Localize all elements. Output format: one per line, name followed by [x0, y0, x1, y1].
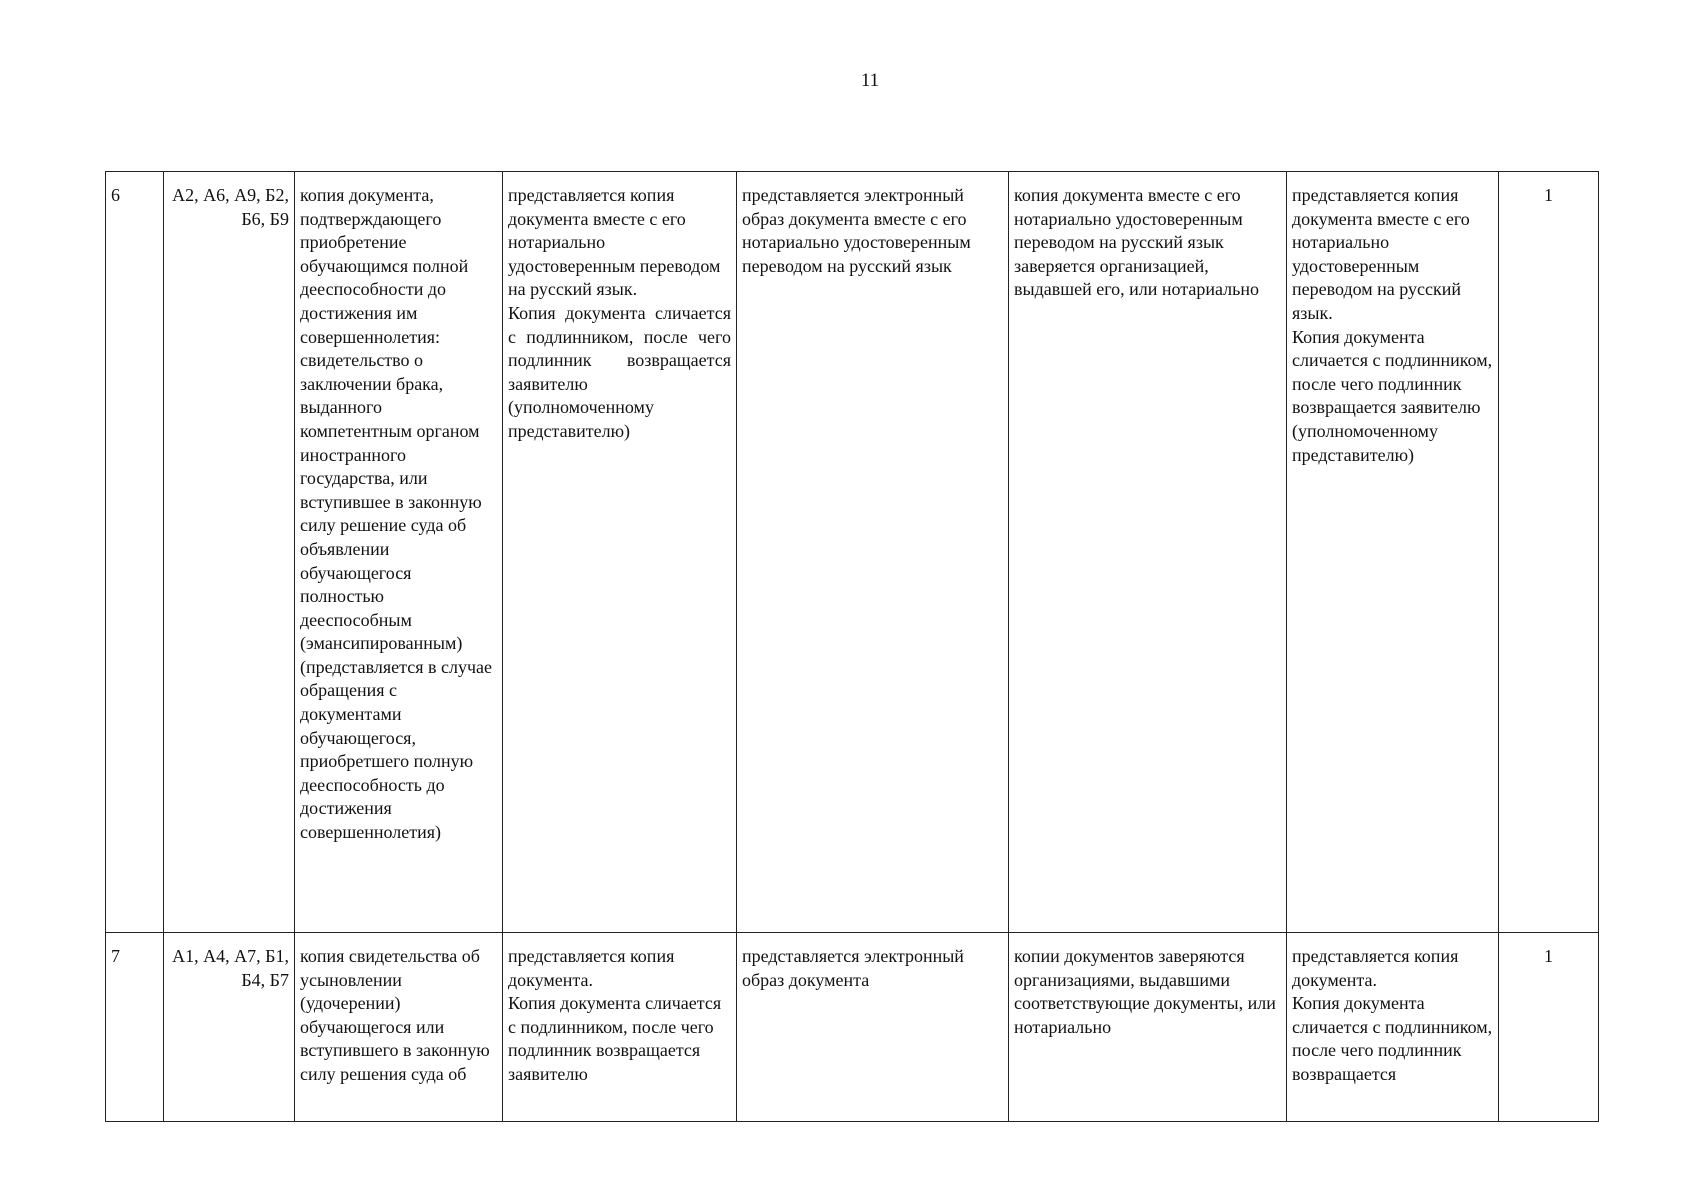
in-person-requirement-text: представляется копия документа вместе с его нотариально удостоверенным переводом на русский язык. [508, 185, 721, 300]
row-number: 6 [106, 172, 164, 933]
copies-count: 1 [1499, 933, 1599, 1122]
electronic-requirements: представляется электронный образ документа вместе с его нотариально удостоверенным переводом на русский язык [737, 172, 1009, 933]
applicant-codes: А1, А4, А7, Б1, Б4, Б7 [164, 933, 295, 1122]
in-person-return-note: Копия документа сличается с подлинником, после чего подлинник возвращается заявителю [508, 993, 722, 1084]
in-person-requirements [503, 933, 737, 1122]
mail-requirements [1287, 933, 1499, 1122]
document-description: копия документа, подтверждающего приобретение обучающимся полной дееспособности до достижения им совершеннолетия: свидетельство о заключении брака, выданного компетентным органом иностранного государства, или вступившее в законную силу решение суда об объявлении обучающегося полностью дееспособным (эмансипированным) (представляется в случае обращения с документами обучающегося, приобретшего полную дееспособность до достижения совершеннолетия) [295, 172, 503, 933]
table-row [106, 933, 1599, 1122]
requirements-table [105, 171, 1599, 1122]
in-person-return-note: Копия документа сличается с подлинником, после чего подлинник возвращается заявителю (уполномоченному представителю) [508, 302, 731, 441]
page-number: 11 [860, 70, 880, 91]
certification-requirements: копия документа вместе с его нотариально удостоверенным переводом на русский язык заверяется организацией, выдавшей его, или нотариально [1009, 172, 1287, 933]
in-person-requirement-text: представляется копия документа. [508, 946, 675, 990]
in-person-requirements [503, 172, 737, 933]
applicant-codes: А2, А6, А9, Б2, Б6, Б9 [164, 172, 295, 933]
document-description: копия свидетельства об усыновлении (удочерении) обучающегося или вступившего в законную силу решения суда об [295, 933, 503, 1122]
row-number: 7 [106, 933, 164, 1122]
table-row [106, 172, 1599, 933]
electronic-requirements: представляется электронный образ документа [737, 933, 1009, 1122]
mail-requirement-text: представляется копия документа вместе с его нотариально удостоверенным переводом на русский язык. [1292, 185, 1470, 323]
copies-count: 1 [1499, 172, 1599, 933]
mail-return-note: Копия документа сличается с подлинником, после чего подлинник возвращается [1292, 993, 1493, 1084]
certification-requirements: копии документов заверяются организациями, выдавшими соответствующие документы, или нотариально [1009, 933, 1287, 1122]
mail-requirement-text: представляется копия документа. [1292, 946, 1459, 990]
mail-requirements [1287, 172, 1499, 933]
mail-return-note: Копия документа сличается с подлинником, после чего подлинник возвращается заявителю (уполномоченному представителю) [1292, 326, 1493, 465]
